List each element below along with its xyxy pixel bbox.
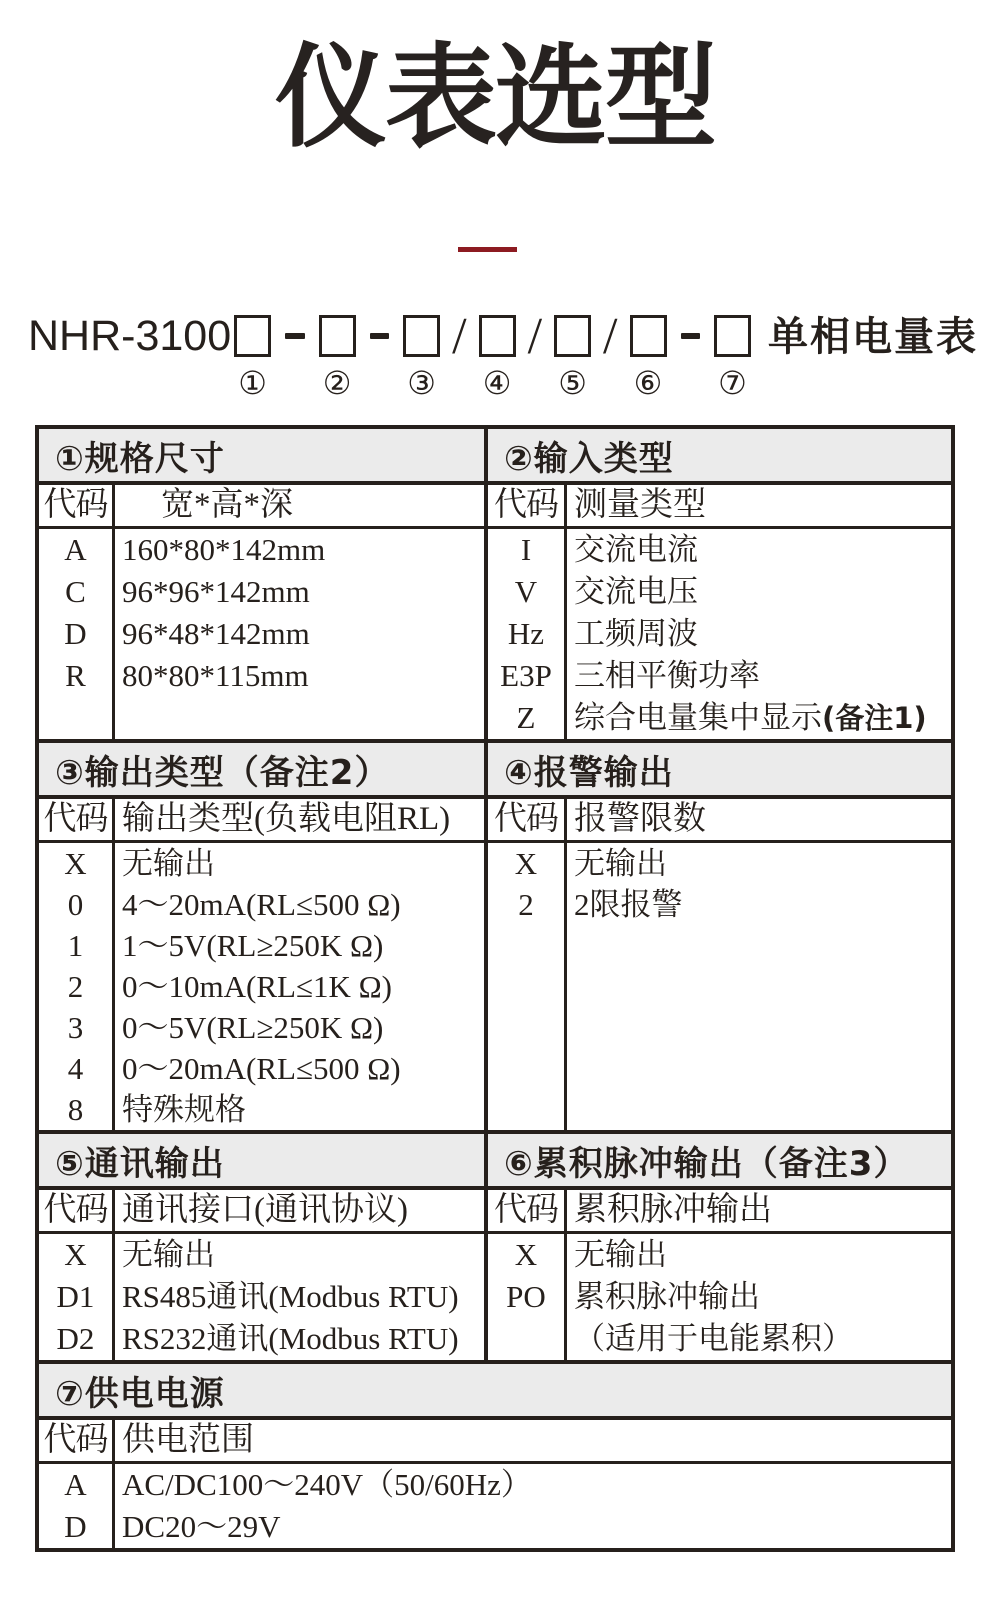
section-6 <box>488 1134 951 1360</box>
column-header-desc: 报警限数 <box>574 801 706 837</box>
section-1 <box>39 429 488 739</box>
row-code: 0 <box>67 887 84 922</box>
row-code: 2 <box>518 887 534 922</box>
column-header-desc: 供电范围 <box>122 1422 254 1458</box>
dash-separator <box>285 333 305 339</box>
table-band-1 <box>39 429 951 739</box>
circled-number: ⑥ <box>633 364 663 402</box>
model-box-unit <box>630 313 667 400</box>
section-rows <box>39 1464 951 1548</box>
row-desc <box>115 1089 484 1130</box>
row-code: PO <box>506 1279 546 1314</box>
desc-column <box>115 529 484 739</box>
slash-separator: / <box>527 308 543 365</box>
row-desc-text: 无输出 <box>122 846 215 881</box>
circled-number: ④ <box>482 364 512 402</box>
section-2 <box>488 429 951 739</box>
row-desc-text: 无输出 <box>122 1237 215 1272</box>
code-column <box>39 1234 115 1360</box>
section-rows <box>488 529 951 739</box>
model-code-box <box>630 315 667 357</box>
row-desc-text: 累积脉冲输出 <box>574 1279 760 1314</box>
column-header-row <box>488 1190 951 1234</box>
model-code-box <box>234 315 271 357</box>
row-code: 2 <box>67 969 84 1004</box>
row-code: 1 <box>67 928 84 963</box>
row-code: Hz <box>507 616 545 651</box>
row-desc <box>567 1318 951 1360</box>
column-header-code: 代码 <box>39 799 115 840</box>
circled-number: ⑤ <box>558 364 587 402</box>
row-desc <box>115 1464 951 1506</box>
section-rows <box>39 1234 484 1360</box>
row-desc <box>567 529 951 571</box>
column-header-code: 代码 <box>39 1190 115 1231</box>
column-header-row <box>39 1190 484 1234</box>
row-desc <box>115 1048 484 1089</box>
row-note: (备注1) <box>822 701 927 735</box>
section-rows <box>488 843 951 1130</box>
column-header-code: 代码 <box>488 485 567 526</box>
model-box-unit <box>554 313 591 400</box>
code-column <box>39 1464 115 1548</box>
column-header-desc: 输出类型(负载电阻RL) <box>122 801 451 837</box>
section-4 <box>488 743 951 1130</box>
circled-number: ② <box>322 364 352 402</box>
row-desc <box>115 925 484 966</box>
model-code-line <box>28 308 978 402</box>
circled-number: ③ <box>407 364 436 402</box>
row-desc <box>115 1234 484 1276</box>
row-desc <box>567 655 951 697</box>
row-desc-text: 96*48*142mm <box>122 616 310 651</box>
column-header-desc: 测量类型 <box>574 487 706 523</box>
desc-column <box>115 1234 484 1360</box>
column-header-row <box>39 1420 951 1464</box>
column-header-code: 代码 <box>39 1420 115 1461</box>
row-code: X <box>64 1237 87 1272</box>
row-code: E3P <box>500 658 552 693</box>
column-header-desc: 通讯接口(通讯协议) <box>122 1192 408 1228</box>
row-code: 8 <box>67 1092 84 1127</box>
row-desc <box>567 571 951 613</box>
section-header: ③输出类型（备注2） <box>39 743 484 799</box>
row-desc <box>115 655 484 697</box>
column-header-row <box>488 799 951 843</box>
model-code-box <box>319 315 356 357</box>
row-code: D2 <box>56 1321 95 1356</box>
row-code: 3 <box>67 1010 84 1045</box>
column-header-row <box>39 799 484 843</box>
row-desc <box>115 1276 484 1318</box>
row-desc-text: 1～5V(RL≥250K Ω) <box>122 928 384 963</box>
row-desc-text: 三相平衡功率 <box>574 658 760 693</box>
column-header-row <box>488 485 951 529</box>
row-desc-text: DC20～29V <box>122 1509 281 1544</box>
row-code: D <box>64 1509 87 1544</box>
section-header: ⑥累积脉冲输出（备注3） <box>488 1134 951 1190</box>
row-desc <box>567 884 951 925</box>
row-desc-text: 交流电流 <box>574 532 698 567</box>
model-box-unit <box>403 313 440 400</box>
section-rows <box>39 529 484 739</box>
code-column <box>488 843 567 1130</box>
model-code-box <box>714 315 751 357</box>
row-code: 4 <box>67 1051 84 1086</box>
row-code: D <box>64 616 87 651</box>
row-desc-text: 0～20mA(RL≤500 Ω) <box>122 1051 401 1086</box>
row-code: X <box>514 1237 538 1272</box>
model-code-box <box>554 315 591 357</box>
row-desc <box>115 1318 484 1360</box>
row-desc-text: 0～10mA(RL≤1K Ω) <box>122 969 392 1004</box>
slash-separator: / <box>452 308 467 365</box>
row-desc-text: 交流电压 <box>574 574 698 609</box>
model-box-unit <box>479 313 516 400</box>
row-desc-text: 无输出 <box>574 1237 667 1272</box>
row-desc <box>115 843 484 884</box>
dash-separator <box>681 333 701 339</box>
row-desc-text: AC/DC100～240V（50/60Hz） <box>122 1467 532 1502</box>
table-band-4 <box>39 1360 951 1548</box>
row-desc <box>115 1506 951 1548</box>
desc-column <box>567 529 951 739</box>
code-column <box>488 529 567 739</box>
code-column <box>39 843 115 1130</box>
row-desc-text: 2限报警 <box>574 887 683 922</box>
row-desc <box>115 529 484 571</box>
desc-column <box>567 843 951 1130</box>
slash-separator: / <box>603 308 618 365</box>
row-desc <box>115 1007 484 1048</box>
column-header-desc: 宽*高*深 <box>161 487 293 523</box>
row-desc <box>567 843 951 884</box>
row-desc-text: （适用于电能累积） <box>574 1321 853 1356</box>
row-desc <box>567 613 951 655</box>
code-column <box>39 529 115 739</box>
row-code: Z <box>516 700 536 735</box>
row-desc <box>115 966 484 1007</box>
row-desc-text: RS232通讯(Modbus RTU) <box>122 1321 459 1356</box>
circled-number: ① <box>238 364 267 402</box>
model-suffix: 单相电量表 <box>768 314 978 360</box>
row-desc <box>567 1276 951 1318</box>
column-header-code: 代码 <box>488 799 567 840</box>
model-code-box <box>479 315 516 357</box>
row-desc <box>115 613 484 655</box>
row-desc <box>115 571 484 613</box>
page-title: 仪表选型 <box>275 33 715 163</box>
row-desc-text: 80*80*115mm <box>122 658 309 693</box>
selection-table <box>35 425 955 1552</box>
row-desc <box>567 697 951 739</box>
row-desc-text: RS485通讯(Modbus RTU) <box>122 1279 459 1314</box>
row-code: D1 <box>56 1279 95 1314</box>
row-code: X <box>64 846 87 881</box>
row-desc-text: 综合电量集中显示 <box>574 700 822 735</box>
circled-number: ⑦ <box>718 364 747 402</box>
row-desc-text: 160*80*142mm <box>122 532 326 567</box>
row-desc <box>567 1234 951 1276</box>
section-3 <box>39 743 488 1130</box>
section-5 <box>39 1134 488 1360</box>
section-header: ④报警输出 <box>488 743 951 799</box>
desc-column <box>115 1464 951 1548</box>
section-rows <box>488 1234 951 1360</box>
row-code: A <box>64 532 87 567</box>
model-code-box <box>403 315 440 357</box>
model-box-unit <box>714 313 751 400</box>
row-code: C <box>65 574 86 609</box>
row-code: X <box>514 846 538 881</box>
table-band-3 <box>39 1130 951 1360</box>
row-desc-text: 特殊规格 <box>122 1092 246 1127</box>
row-code: V <box>514 574 538 609</box>
table-band-2 <box>39 739 951 1130</box>
row-desc-text: 0～5V(RL≥250K Ω) <box>122 1010 384 1045</box>
row-desc-text: 4～20mA(RL≤500 Ω) <box>122 887 401 922</box>
accent-dash <box>458 247 517 252</box>
desc-column <box>115 843 484 1130</box>
section-header: ⑦供电电源 <box>39 1364 951 1420</box>
row-desc-text: 无输出 <box>574 846 667 881</box>
dash-separator <box>370 333 390 339</box>
column-header-code: 代码 <box>488 1190 567 1231</box>
column-header-code: 代码 <box>39 485 115 526</box>
section-7 <box>39 1364 951 1548</box>
row-code <box>488 1318 564 1360</box>
model-prefix: NHR-3100 <box>28 312 232 360</box>
column-header-desc: 累积脉冲输出 <box>574 1192 772 1228</box>
row-code: A <box>64 1467 87 1502</box>
row-code: R <box>65 658 86 693</box>
section-header: ⑤通讯输出 <box>39 1134 484 1190</box>
section-header: ①规格尺寸 <box>39 429 484 485</box>
section-header: ②输入类型 <box>488 429 951 485</box>
row-desc <box>115 884 484 925</box>
desc-column <box>567 1234 951 1360</box>
code-column <box>488 1234 567 1360</box>
row-desc-text: 96*96*142mm <box>122 574 310 609</box>
row-desc-text: 工频周波 <box>574 616 698 651</box>
row-code: I <box>520 532 532 567</box>
column-header-row <box>39 485 484 529</box>
section-rows <box>39 843 484 1130</box>
model-box-unit <box>234 313 271 400</box>
model-box-unit <box>319 313 356 400</box>
